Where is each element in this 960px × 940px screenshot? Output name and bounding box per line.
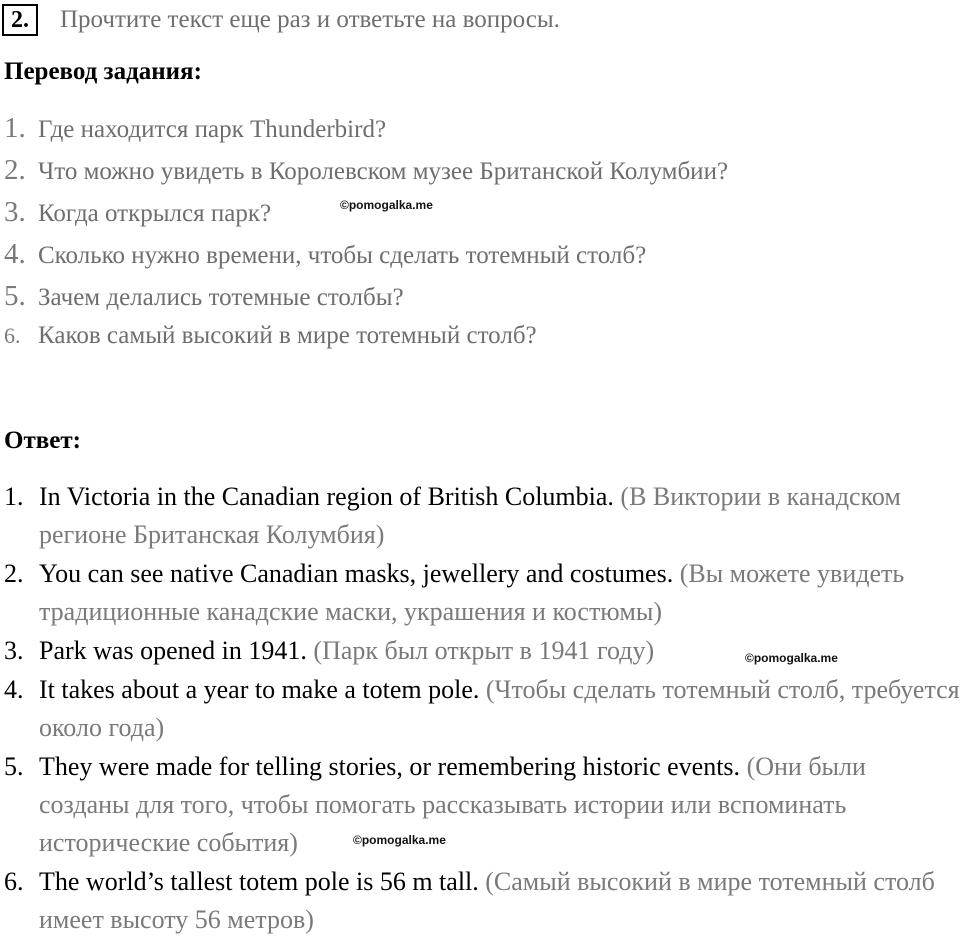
task-instruction: Прочтите текст еще раз и ответьте на вопросы. (60, 6, 560, 33)
answer-number: 4. (4, 675, 24, 704)
answer-translation: (Парк был открыт в 1941 году) (313, 636, 655, 665)
question-text: Каков самый высокий в мире тотемный столб? (38, 322, 537, 349)
answer-number: 5. (4, 752, 24, 781)
question-number: 5. (4, 280, 26, 312)
question-number: 4. (4, 238, 26, 270)
answer-item (4, 671, 960, 747)
task-header (2, 4, 560, 36)
watermark: ©pomogalka.me (353, 833, 446, 847)
question-item (4, 280, 404, 313)
translation-heading: Перевод задания: (4, 58, 202, 85)
answer-english: They were made for telling stories, or remembering historic events. (39, 752, 741, 781)
answer-english: The world’s tallest totem pole is 56 m tall. (39, 867, 479, 896)
question-number: 6. (4, 323, 21, 348)
question-number: 3. (4, 196, 26, 228)
question-item (4, 154, 728, 187)
answer-number: 1. (4, 482, 24, 511)
answer-number: 6. (4, 867, 24, 896)
answer-heading: Ответ: (4, 427, 81, 454)
watermark: ©pomogalka.me (745, 651, 838, 665)
answer-translation: (Вы можете увидеть традиционные канадские маски, украшения и костюмы) (39, 559, 905, 626)
answer-item (4, 748, 960, 862)
answer-english: It takes about a year to make a totem pole. (39, 675, 480, 704)
question-item (4, 112, 386, 145)
answer-item (4, 555, 960, 631)
answer-translation: (Они были созданы для того, чтобы помогать рассказывать истории или вспоминать исторические события) (39, 752, 866, 857)
answer-english: You can see native Canadian masks, jewellery and costumes. (39, 559, 674, 588)
question-text: Зачем делались тотемные столбы? (38, 284, 404, 311)
watermark: ©pomogalka.me (340, 198, 433, 212)
question-text: Что можно увидеть в Королевском музее Британской Колумбии? (38, 158, 729, 185)
answer-item (4, 632, 960, 670)
question-number: 1. (4, 112, 26, 144)
question-text: Где находится парк Thunderbird? (38, 116, 387, 143)
question-text: Сколько нужно времени, чтобы сделать тотемный столб? (38, 242, 647, 269)
question-item (4, 238, 646, 271)
answer-translation: (Чтобы сделать тотемный столб, требуется около года) (39, 675, 960, 742)
answer-list (4, 478, 960, 940)
question-item (4, 322, 537, 350)
question-item (4, 196, 271, 229)
task-number-box: 2. (2, 4, 38, 36)
answer-english: In Victoria in the Canadian region of British Columbia. (39, 482, 614, 511)
question-number: 2. (4, 154, 26, 186)
answer-number: 2. (4, 559, 24, 588)
answer-item (4, 863, 960, 939)
answer-translation: (В Виктории в канадском регионе Британская Колумбия) (39, 482, 901, 549)
answer-number: 3. (4, 636, 24, 665)
question-text: Когда открылся парк? (38, 200, 272, 227)
answer-item (4, 478, 960, 554)
answer-english: Park was opened in 1941. (39, 636, 307, 665)
answer-translation: (Самый высокий в мире тотемный столб имеет высоту 56 метров) (39, 867, 935, 934)
